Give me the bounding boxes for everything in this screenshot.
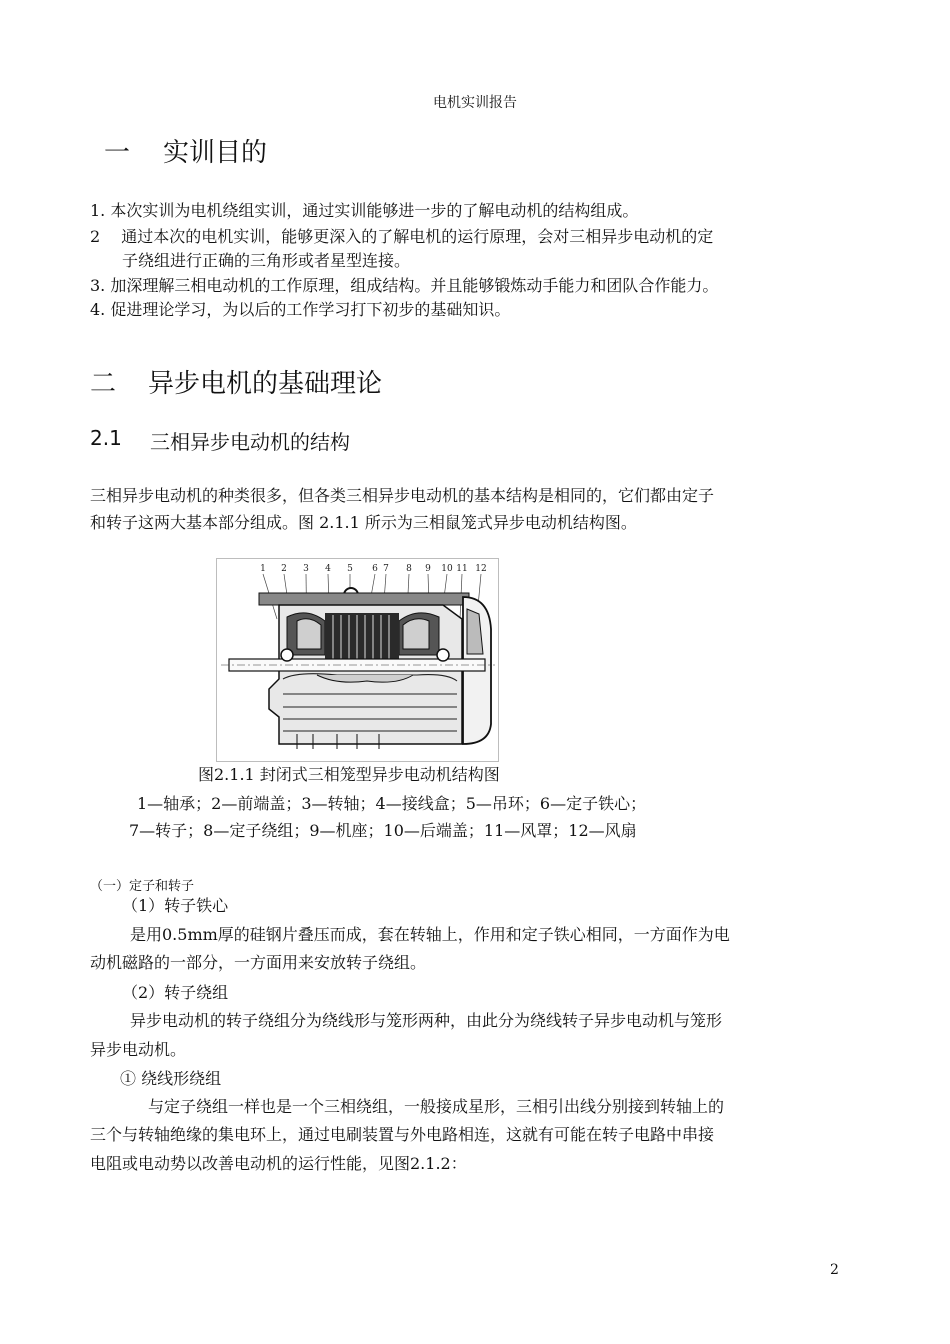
figure-label-11: 11 xyxy=(456,564,468,574)
intro-line-1: 三相异步电动机的种类很多，但各类三相异步电动机的基本结构是相同的，它们都由定子 xyxy=(90,486,715,505)
figure-label-5: 5 xyxy=(347,564,353,574)
figure-label-6: 6 xyxy=(372,564,378,574)
section1-title: 实训目的 xyxy=(163,138,268,168)
figure-label-4: 4 xyxy=(325,564,331,574)
item-rotor-winding-line-2: 异步电动机。 xyxy=(90,1040,187,1059)
item-wound-rotor-line-3: 电阻或电动势以改善电动机的运行性能，见图2.1.2： xyxy=(90,1154,467,1173)
item-wound-rotor-line-1: 与定子绕组一样也是一个三相绕组，一般接成星形，三相引出线分别接到转轴上的 xyxy=(148,1097,725,1116)
item-rotor-winding-title: （2）转子绕组 xyxy=(122,983,229,1002)
item-rotor-core-line-1: 是用0.5mm厚的硅钢片叠压而成，套在转轴上，作用和定子铁心相同，一方面作为电 xyxy=(130,925,730,944)
motor-structure-figure xyxy=(216,558,499,762)
figure-label-10: 10 xyxy=(441,564,453,574)
figure-caption: 图2.1.1 封闭式三相笼型异步电动机结构图 xyxy=(198,765,500,784)
objective-item-2-cont: 子绕组进行正确的三角形或者星型连接。 xyxy=(90,251,411,270)
item-rotor-winding-line-1: 异步电动机的转子绕组分为绕线形与笼形两种，由此分为绕线转子异步电动机与笼形 xyxy=(130,1011,723,1030)
figure-label-1: 1 xyxy=(260,564,266,574)
subsection-title: 三相异步电动机的结构 xyxy=(150,430,350,454)
item-wound-rotor-title: ① 绕线形绕组 xyxy=(120,1069,222,1088)
item-rotor-core-title: （1）转子铁心 xyxy=(122,896,229,915)
figure-legend-line-2: 7—转子；8—定子绕组；9—机座；10—后端盖；11—风罩；12—风扇 xyxy=(129,821,637,840)
sub-heading-stator-rotor: （一）定子和转子 xyxy=(90,879,195,894)
page-header: 电机实训报告 xyxy=(433,95,517,111)
item-rotor-core-line-2: 动机磁路的一部分，一方面用来安放转子绕组。 xyxy=(90,953,427,972)
objective-item-3: 3. 加深理解三相电动机的工作原理，组成结构。并且能够锻炼动手能力和团队合作能力。 xyxy=(90,276,719,295)
figure-label-12: 12 xyxy=(475,564,487,574)
figure-label-7: 7 xyxy=(383,564,389,574)
subsection-number: 2.1 xyxy=(90,426,122,450)
motor-cross-section-drawing xyxy=(217,559,498,761)
objective-item-4: 4. 促进理论学习，为以后的工作学习打下初步的基础知识。 xyxy=(90,300,511,319)
figure-label-2: 2 xyxy=(281,564,287,574)
section2-number: 二 xyxy=(90,369,117,399)
page-number: 2 xyxy=(830,1262,839,1278)
figure-label-9: 9 xyxy=(425,564,431,574)
figure-legend-line-1: 1—轴承；2—前端盖；3—转轴；4—接线盒；5—吊环；6—定子铁心； xyxy=(137,794,647,813)
section2-title: 异步电机的基础理论 xyxy=(148,369,383,399)
section1-number: 一 xyxy=(104,138,131,168)
objective-item-2: 2 通过本次的电机实训，能够更深入的了解电机的运行原理，会对三相异步电动机的定 xyxy=(90,227,714,246)
figure-label-3: 3 xyxy=(303,564,309,574)
item-wound-rotor-line-2: 三个与转轴绝缘的集电环上，通过电刷装置与外电路相连，这就有可能在转子电路中串接 xyxy=(90,1125,715,1144)
figure-label-8: 8 xyxy=(406,564,412,574)
intro-line-2: 和转子这两大基本部分组成。图 2.1.1 所示为三相鼠笼式异步电动机结构图。 xyxy=(90,513,637,532)
objective-item-1: 1. 本次实训为电机绕组实训，通过实训能够进一步的了解电动机的结构组成。 xyxy=(90,201,639,220)
